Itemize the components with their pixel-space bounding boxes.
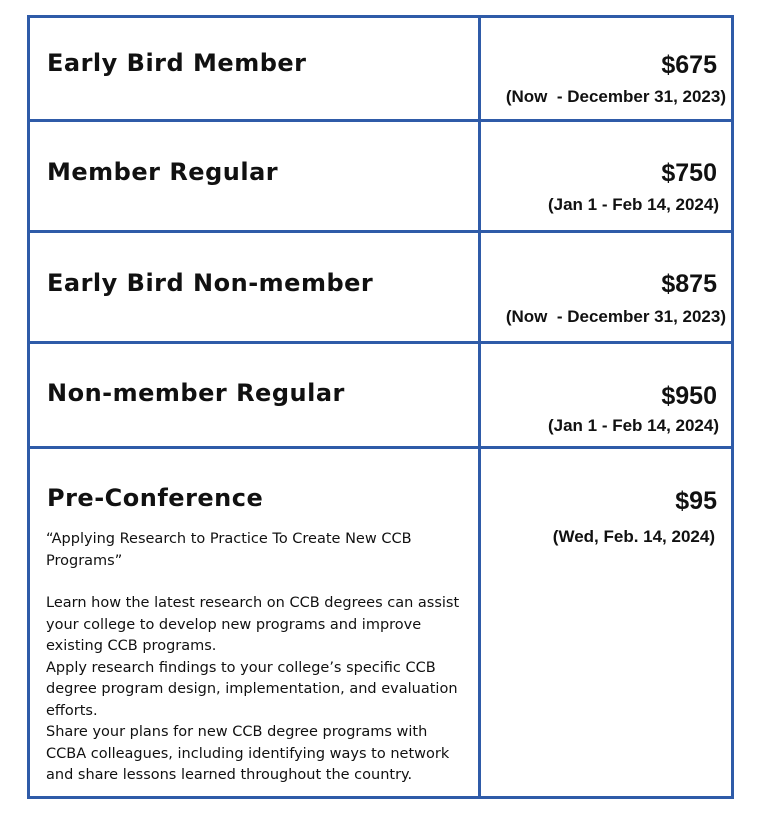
row-label: Early Bird Non-member: [47, 269, 374, 297]
description-item: Learn how the latest research on CCB degrees can assist your college to develop new programs and improve existing CCB programs.: [46, 595, 460, 654]
pricing-row-non-member-regular: [30, 341, 731, 449]
row-price: $675: [661, 51, 717, 79]
description-item: Apply research findings to your college’s specific CCB degree program design, implementation, and evaluation efforts.: [46, 659, 458, 719]
row-dates: (Jan 1 - Feb 14, 2024): [547, 416, 719, 435]
row-price: $950: [661, 382, 717, 410]
session-title: “Applying Research to Practice To Create New CCB Programs”: [46, 531, 412, 569]
row-price: $95: [675, 487, 717, 515]
row-dates: (Wed, Feb. 14, 2024): [552, 527, 715, 546]
pricing-row-member-regular: [30, 119, 731, 233]
pricing-row-early-bird-member: [30, 18, 731, 122]
row-label: Non-member Regular: [47, 379, 345, 407]
row-label: Member Regular: [47, 158, 279, 186]
row-dates: (Now - December 31, 2023): [505, 87, 726, 106]
pricing-row-early-bird-non-member: [30, 230, 731, 344]
description-item: Share your plans for new CCB degree programs with CCBA colleagues, including identifying ways to network and share lessons learned throughout the country.: [46, 724, 450, 783]
row-price: $750: [661, 159, 717, 187]
row-dates: (Jan 1 - Feb 14, 2024): [547, 195, 719, 214]
pricing-table: [27, 15, 734, 799]
pricing-row-pre-conference: [30, 446, 731, 796]
row-label: Early Bird Member: [47, 49, 307, 77]
pre-conference-description: [46, 529, 471, 787]
row-price: $875: [661, 270, 717, 298]
row-label: Pre-Conference: [47, 484, 264, 512]
row-dates: (Now - December 31, 2023): [505, 307, 726, 326]
